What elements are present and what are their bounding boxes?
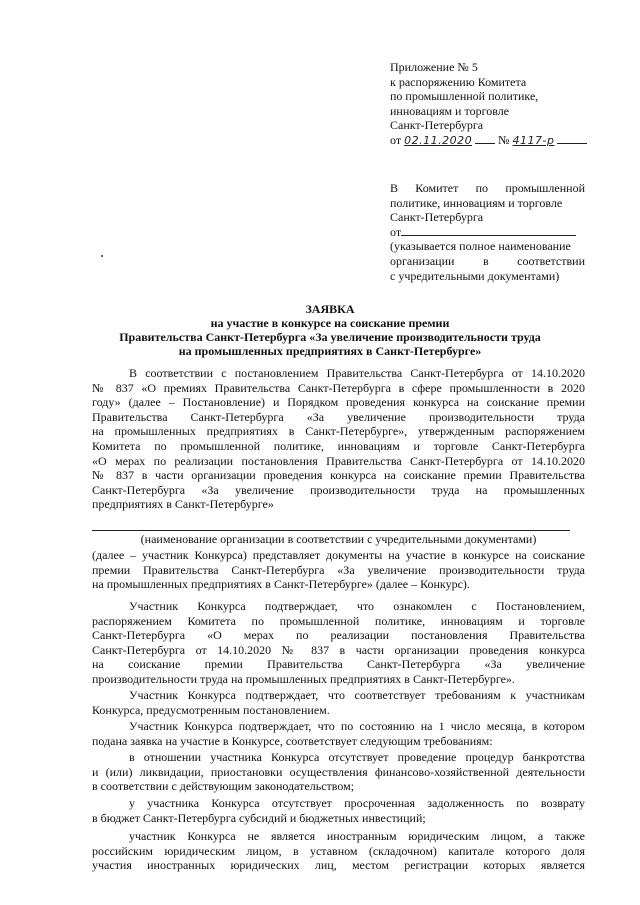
paragraph-acknowledgement	[92, 599, 585, 687]
handwritten-number: 4117-р	[512, 133, 555, 147]
text-line: Правительства Санкт-Петербурга «За увеличение производительности труда	[92, 409, 585, 424]
appendix-header	[390, 60, 590, 149]
paragraph-requirements	[92, 688, 585, 717]
text-line: Санкт-Петербурга от 14.10.2020 № 837 в части организации проведения конкурса	[92, 642, 585, 657]
org-name-fill-line	[92, 530, 570, 531]
paragraph-foreign-entity	[92, 829, 585, 873]
text-line: В соответствии с постановлением Правительства Санкт-Петербурга от 14.10.2020	[129, 366, 585, 380]
appendix-line: инновациям и торговле	[390, 103, 510, 118]
text-line: в соответствии с действующим законодательством;	[92, 779, 355, 794]
text-line: Участник Конкурса подтверждает, что по состоянию на 1 число месяца, в котором	[129, 719, 585, 733]
text-line: Комитета по промышленной политике, инновациям и торговле Санкт-Петербурга	[92, 438, 585, 453]
document-subtitle: на промышленных предприятиях в Санкт-Петербурге»	[178, 344, 482, 358]
appendix-line: Приложение № 5	[390, 60, 478, 74]
text-line: Участник Конкурса подтверждает, что соответствует требованиям к участникам	[129, 688, 585, 702]
text-line: (далее – участник Конкурса) представляет документы на участие в конкурсе на соискание	[92, 548, 585, 562]
addressee-note: с учредительными документами)	[390, 268, 560, 283]
text-line: Санкт-Петербурга «За увеличение производительности труда на промышленных	[92, 482, 585, 497]
from-label: от	[390, 224, 402, 239]
text-line: «О мерах по реализации постановления Правительства Санкт-Петербурга от 14.10.2020	[92, 453, 585, 468]
paragraph-conditions	[92, 719, 585, 748]
text-line: подана заявка на участие в Конкурсе, соответствует следующим требованиям:	[92, 733, 493, 748]
text-line: в отношении участника Конкурса отсутствует проведение процедур банкротства	[129, 750, 585, 764]
text-line: и (или) ликвидации, приостановки осуществления финансово-хозяйственной деятельности	[92, 764, 585, 779]
text-line: № 837 в части организации проведения конкурса на соискание премии Правительства	[92, 468, 585, 483]
addressee-note: (указывается полное наименование	[390, 239, 571, 254]
scan-speck	[101, 255, 103, 257]
text-line: распоряжением Комитета по промышленной политике, инновациям и торговле	[92, 613, 585, 628]
text-line: Участник Конкурса подтверждает, что ознакомлен с Постановлением,	[129, 599, 585, 613]
text-line: Конкурса, предусмотренным постановлением.	[92, 702, 330, 717]
appendix-line: к распоряжению Комитета	[390, 74, 527, 89]
appendix-line: Санкт-Петербурга	[390, 118, 484, 133]
text-line: предприятиях в Санкт-Петербурге»	[92, 497, 274, 512]
addressee-block	[390, 181, 585, 283]
text-line: № 837 «О премиях Правительства Санкт-Петербурга в сфере промышленности в 2020	[92, 380, 585, 395]
text-line: году» (далее – Постановление) и Порядком проведения конкурса на соискание премии	[92, 395, 585, 410]
addressee-line: В Комитет по промышленной	[390, 181, 585, 195]
text-line: участник Конкурса не является иностранным юридическим лицом, а также	[129, 829, 585, 843]
text-line: у участника Конкурса отсутствует просроченная задолженность по возврату	[129, 796, 585, 810]
text-line: в бюджет Санкт-Петербурга субсидий и бюджетных инвестиций;	[92, 810, 426, 825]
text-line: на промышленных предприятиях в Санкт-Петербурге», утвержденным распоряжением	[92, 424, 585, 439]
document-title: ЗАЯВКА	[305, 302, 355, 316]
paragraph-intro	[92, 366, 585, 512]
paragraph-participant	[92, 548, 585, 592]
addressee-note: организации в соответствии	[390, 253, 585, 268]
document-subtitle: Правительства Санкт-Петербурга «За увеличение производительности труда	[119, 330, 541, 344]
appendix-line: по промышленной политике,	[390, 89, 539, 104]
text-line: на промышленных предприятиях в Санкт-Петербурге» (далее – Конкурс).	[92, 577, 470, 592]
paragraph-debt	[92, 796, 585, 825]
paragraph-bankruptcy	[92, 750, 585, 794]
text-line: на соискание премии Правительства Санкт-Петербурга «За увеличение	[92, 657, 585, 672]
org-name-caption: (наименование организации в соответствии с учредительными документами)	[140, 532, 537, 546]
date-prefix: от	[390, 132, 402, 147]
document-subtitle: на участие в конкурсе на соискание премии	[210, 316, 450, 330]
text-line: премии Правительства Санкт-Петербурга «За увеличение производительности труда	[92, 562, 585, 577]
text-line: Санкт-Петербурга «О мерах по реализации постановления Правительства	[92, 628, 585, 643]
addressee-line: Санкт-Петербурга	[390, 210, 484, 225]
appendix-date-line	[390, 133, 590, 149]
addressee-line: политике, инновациям и торговле	[390, 195, 563, 210]
from-line	[390, 225, 585, 240]
text-line: участия иностранных юридических лиц, местом регистрации которых является	[92, 858, 585, 873]
text-line: российским юридическим лицом, в уставном (складочном) капитале которого доля	[92, 843, 585, 858]
text-line: производительности труда на промышленных предприятиях в Санкт-Петербурге».	[92, 671, 515, 686]
handwritten-date: 02.11.2020	[404, 133, 473, 147]
number-prefix: №	[498, 132, 510, 147]
